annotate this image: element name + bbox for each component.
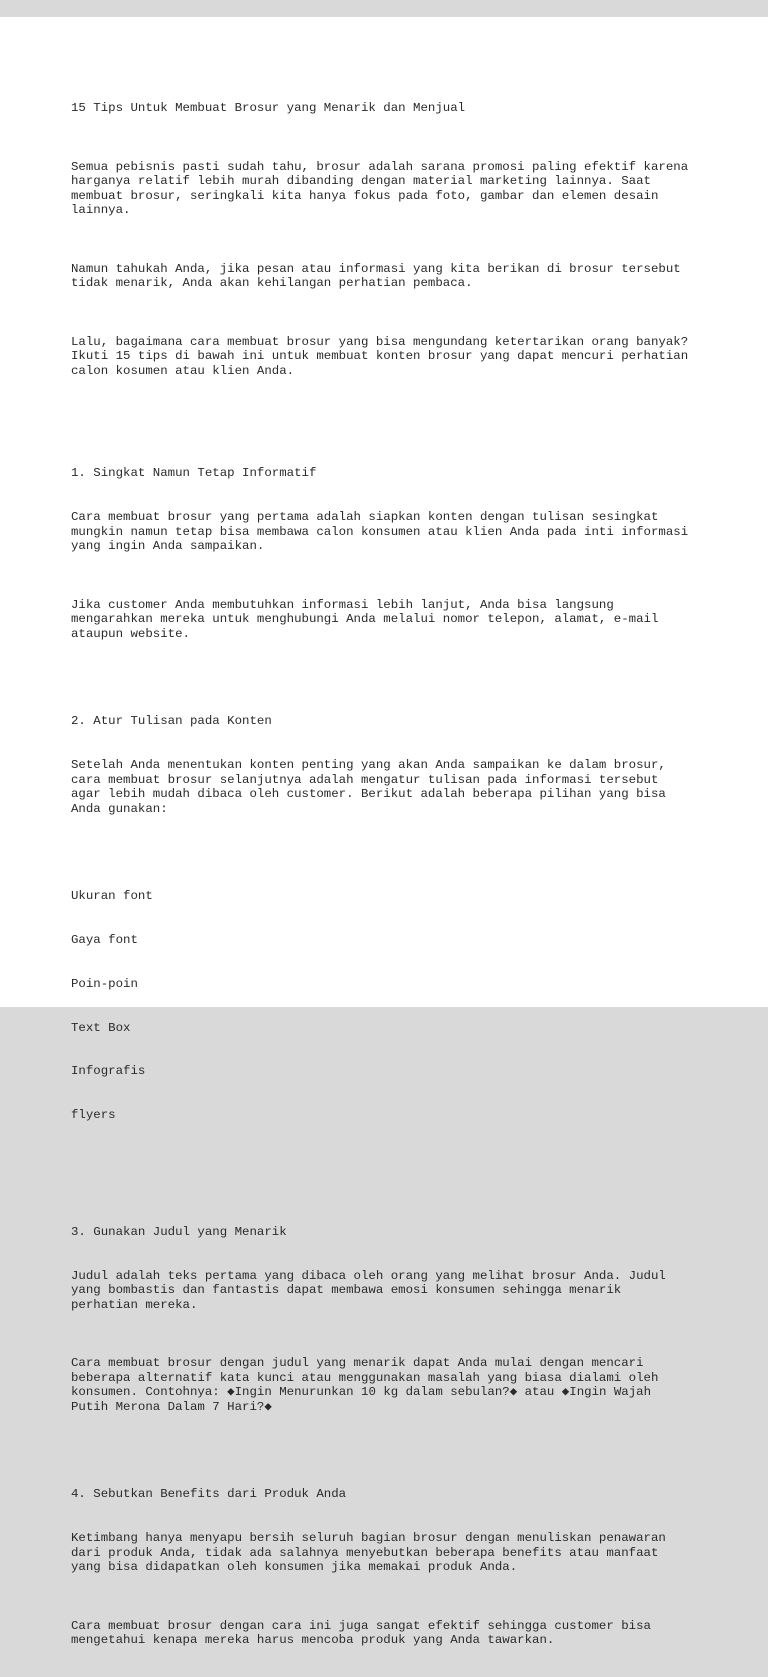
list-item: flyers [71,1108,116,1123]
document-body [71,72,731,1677]
paragraph: Cara membuat brosur yang pertama adalah siapkan konten dengan tulisan sesingkat mungkin namun tetap bisa membawa calon konsumen atau klien Anda pada inti informasi yang ingin Anda sampaikan. [71,510,689,554]
page-title: 15 Tips Untuk Membuat Brosur yang Menarik dan Menjual [71,101,466,116]
document-page [0,17,768,1648]
paragraph: Jika customer Anda membutuhkan informasi lebih lanjut, Anda bisa langsung mengarahkan mereka untuk menghubungi Anda melalui nomor telepon, alamat, e-mail ataupun website. [71,597,659,641]
section-heading: 1. Singkat Namun Tetap Informatif [71,466,317,481]
list-item: Ukuran font [71,889,153,904]
paragraph: Setelah Anda menentukan konten penting yang akan Anda sampaikan ke dalam brosur, cara membuat brosur selanjutnya adalah mengatur tulisan pada informasi tersebut agar lebih mudah dibaca oleh customer. Berikut adalah beberapa pilihan yang bisa Anda gunakan: [71,757,666,816]
paragraph: Ketimbang hanya menyapu bersih seluruh bagian brosur dengan menuliskan penawaran dari produk Anda, tidak ada salahnya menyebutkan beberapa benefits atau manfaat yang bisa didapatkan oleh konsumen jika memakai produk Anda. [71,1531,666,1575]
section-heading: 3. Gunakan Judul yang Menarik [71,1224,287,1239]
list-item: Poin-poin [71,976,138,991]
section-heading: 4. Sebutkan Benefits dari Produk Anda [71,1487,347,1502]
paragraph: Cara membuat brosur dengan cara ini juga sangat efektif sehingga customer bisa mengetahui kenapa mereka harus mencoba produk yang Anda tawarkan. [71,1618,651,1648]
section-heading: 2. Atur Tulisan pada Konten [71,714,272,729]
paragraph: Semua pebisnis pasti sudah tahu, brosur adalah sarana promosi paling efektif karena harganya relatif lebih murah dibanding dengan material marketing lainnya. Saat membuat brosur, seringkali kita hanya fokus pada foto, gambar dan elemen desain lainnya. [71,159,689,218]
paragraph: Judul adalah teks pertama yang dibaca oleh orang yang melihat brosur Anda. Judul yang bombastis dan fantastis dapat membawa emosi konsumen sehingga menarik perhatian mereka. [71,1268,666,1312]
paragraph: Cara membuat brosur dengan judul yang menarik dapat Anda mulai dengan mencari beberapa alternatif kata kunci atau menggunakan masalah yang biasa dialami oleh konsumen. Contohnya: ◆Ingin Menurunkan 10 kg dalam sebulan?◆ atau ◆Ingin Wajah Putih Merona Dalam 7 Hari?◆ [71,1356,659,1414]
paragraph: Lalu, bagaimana cara membuat brosur yang bisa mengundang ketertarikan orang banyak? Ikuti 15 tips di bawah ini untuk membuat konten brosur yang dapat mencuri perhatian calon kosumen atau klien Anda. [71,334,689,378]
paragraph: Namun tahukah Anda, jika pesan atau informasi yang kita berikan di brosur tersebut tidak menarik, Anda akan kehilangan perhatian pembaca. [71,261,681,291]
list-item: Text Box [71,1020,131,1035]
list-item: Gaya font [71,933,138,948]
list-item: Infografis [71,1064,146,1079]
list [71,860,731,1152]
